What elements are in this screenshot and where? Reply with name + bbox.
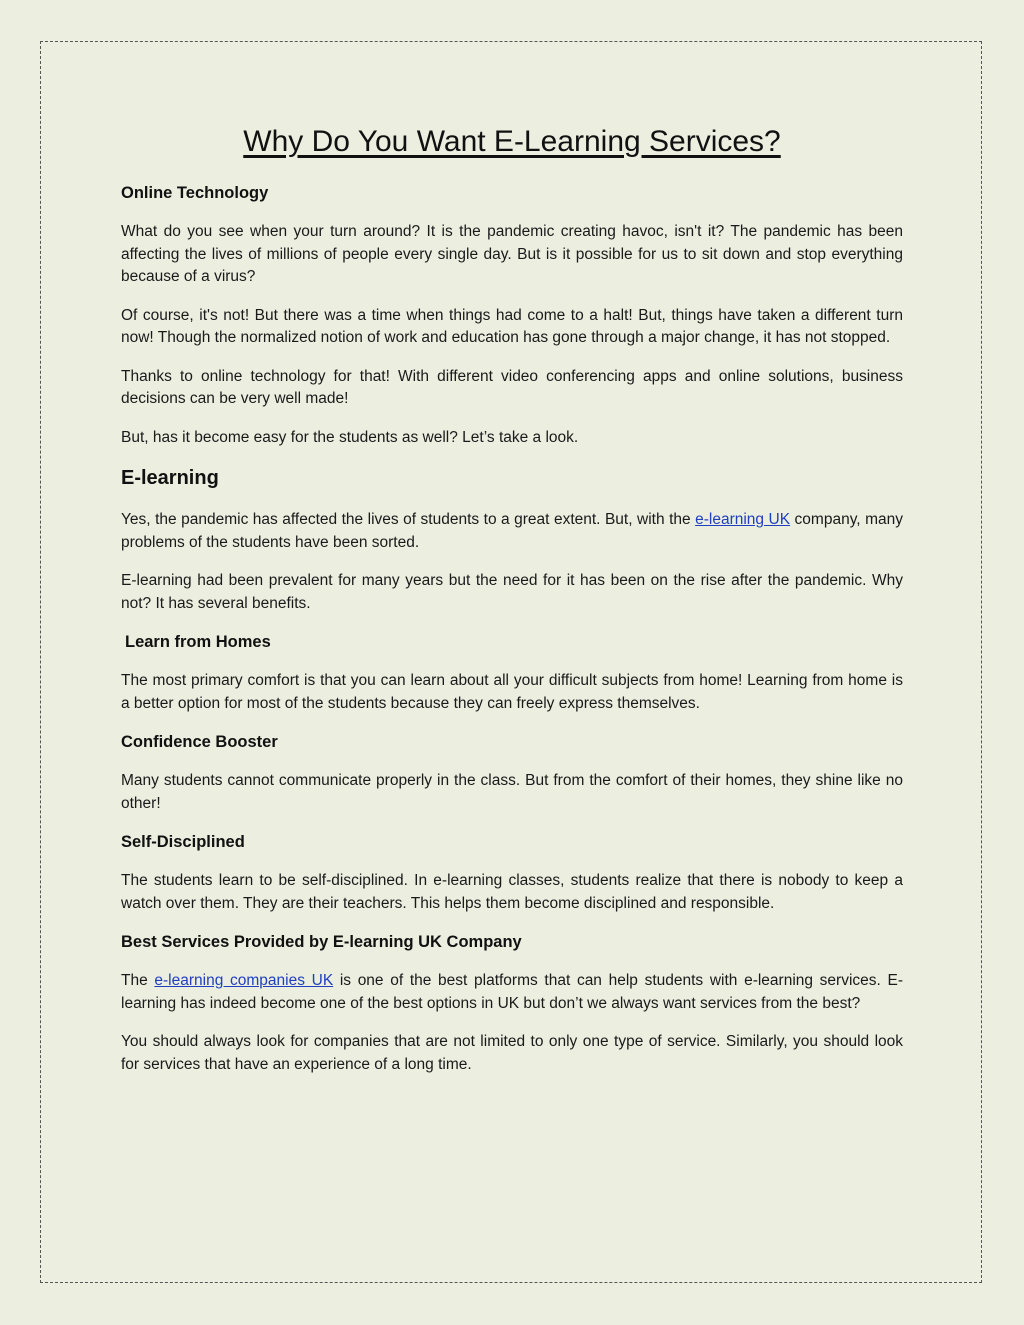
- paragraph-text: company, many problems of the students have been sorted.: [121, 511, 903, 551]
- heading-online-technology: Online Technology: [121, 184, 269, 202]
- paragraph: Thanks to online technology for that! With different video conferencing apps and online solutions, business decisions can be very well made!: [121, 367, 903, 407]
- paragraph: The students learn to be self-disciplined. In e-learning classes, students realize that there is nobody to keep a watch over them. They are their teachers. This helps them become disciplined and responsible.: [121, 872, 903, 912]
- document-title: Why Do You Want E-Learning Services?: [243, 125, 781, 158]
- paragraph: E-learning had been prevalent for many years but the need for it has been on the rise after the pandemic. Why not? It has several benefits.: [121, 572, 903, 612]
- e-learning-companies-uk-link[interactable]: e-learning companies UK: [154, 972, 334, 989]
- heading-self-disciplined: Self-Disciplined: [121, 833, 245, 851]
- paragraph: The most primary comfort is that you can learn about all your difficult subjects from home! Learning from home is a better option for most of the students because they can freely express themselves.: [121, 672, 903, 712]
- paragraph-with-link: [121, 509, 903, 554]
- paragraph-text: Yes, the pandemic has affected the lives of students to a great extent. But, with the: [121, 511, 696, 528]
- heading-confidence-booster: Confidence Booster: [121, 733, 278, 751]
- paragraph: What do you see when your turn around? It is the pandemic creating havoc, isn't it? The pandemic has been affecting the lives of millions of people every single day. But is it possible for us to sit down and stop everything because of a virus?: [121, 223, 903, 285]
- heading-best-services: Best Services Provided by E-learning UK Company: [121, 933, 522, 951]
- document-content: [121, 118, 903, 1092]
- heading-e-learning: E-learning: [121, 467, 219, 489]
- paragraph-text: The: [121, 972, 155, 989]
- paragraph: You should always look for companies that are not limited to only one type of service. Similarly, you should look for services that have an experience of a long time.: [121, 1033, 903, 1073]
- paragraph: Many students cannot communicate properly in the class. But from the comfort of their homes, they shine like no other!: [121, 772, 903, 812]
- paragraph-text: is one of the best platforms that can help students with e-learning services. E-learning has indeed become one of the best options in UK but don’t we always want services from the best?: [121, 972, 903, 1012]
- paragraph-with-link: [121, 970, 903, 1015]
- heading-learn-from-homes: Learn from Homes: [125, 633, 271, 651]
- paragraph: Of course, it's not! But there was a time when things had come to a halt! But, things have taken a different turn now! Though the normalized notion of work and education has gone through a major change, it has not stopped.: [121, 306, 903, 346]
- e-learning-uk-link[interactable]: e-learning UK: [695, 511, 791, 528]
- paragraph: But, has it become easy for the students as well? Let’s take a look.: [121, 428, 579, 446]
